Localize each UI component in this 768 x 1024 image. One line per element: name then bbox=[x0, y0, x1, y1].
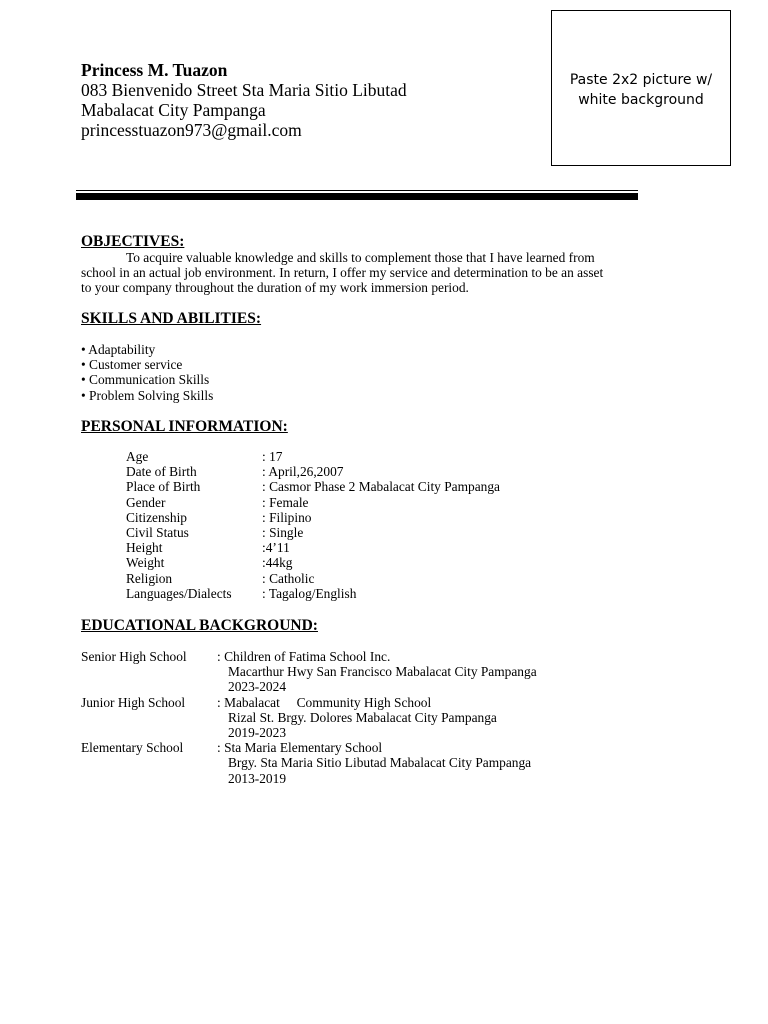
personal-info-value: : Filipino bbox=[262, 509, 312, 525]
personal-info-value: : Catholic bbox=[262, 570, 315, 586]
photo-placeholder-box bbox=[551, 10, 731, 166]
education-school: : Children of Fatima School Inc. bbox=[217, 649, 391, 664]
skills-list bbox=[81, 342, 213, 403]
personal-info-value: : Female bbox=[262, 494, 309, 510]
objectives-paragraph bbox=[81, 250, 681, 296]
education-years: 2019-2023 bbox=[228, 724, 287, 740]
skill-item: • Problem Solving Skills bbox=[81, 387, 214, 403]
personal-info-label: Weight bbox=[126, 555, 165, 571]
personal-info-label: Religion bbox=[126, 570, 173, 586]
personal-info-value: : April,26,2007 bbox=[262, 464, 344, 480]
address-line-2: Mabalacat City Pampanga bbox=[81, 100, 266, 120]
personal-info-label: Civil Status bbox=[126, 524, 189, 540]
personal-info-value: :4’11 bbox=[262, 540, 290, 556]
personal-info-label: Age bbox=[126, 449, 149, 464]
personal-info-label: Gender bbox=[126, 494, 166, 510]
education-school: : Mabalacat Community High School bbox=[217, 694, 432, 710]
personal-info-label: Date of Birth bbox=[126, 464, 197, 480]
personal-info-heading: PERSONAL INFORMATION: bbox=[81, 418, 288, 435]
education-years: 2013-2019 bbox=[228, 770, 287, 786]
education-years: 2023-2024 bbox=[228, 679, 287, 695]
education-level: Junior High School bbox=[81, 694, 186, 710]
objectives-line: school in an actual job environment. In return, I offer my service and determination to be an asset bbox=[81, 265, 604, 281]
header-divider-thick bbox=[76, 193, 638, 200]
personal-info-value: : Single bbox=[262, 524, 304, 540]
objectives-line: to your company throughout the duration of my work immersion period. bbox=[81, 280, 469, 296]
education-address: Rizal St. Brgy. Dolores Mabalacat City Pampanga bbox=[228, 709, 497, 725]
address-line-1: 083 Bienvenido Street Sta Maria Sitio Libutad bbox=[81, 80, 407, 100]
objectives-line: To acquire valuable knowledge and skills to complement those that I have learned from bbox=[126, 250, 595, 265]
education-level: Senior High School bbox=[81, 649, 187, 664]
personal-info-value: : 17 bbox=[262, 449, 283, 464]
skill-item: • Adaptability bbox=[81, 342, 156, 357]
education-address: Macarthur Hwy San Francisco Mabalacat City Pampanga bbox=[228, 664, 537, 680]
education-address: Brgy. Sta Maria Sitio Libutad Mabalacat City Pampanga bbox=[228, 755, 532, 771]
personal-info-label: Place of Birth bbox=[126, 479, 201, 495]
personal-info-label: Height bbox=[126, 540, 163, 556]
objectives-heading: OBJECTIVES: bbox=[81, 233, 185, 250]
email-address: princesstuazon973@gmail.com bbox=[81, 120, 302, 140]
header-divider-thin bbox=[76, 190, 638, 191]
skill-item: • Communication Skills bbox=[81, 372, 210, 388]
education-school: : Sta Maria Elementary School bbox=[217, 740, 383, 756]
personal-info-value: :44kg bbox=[262, 555, 293, 571]
personal-info-label: Languages/Dialects bbox=[126, 585, 232, 601]
skill-item: • Customer service bbox=[81, 357, 183, 373]
personal-info-label: Citizenship bbox=[126, 509, 187, 525]
education-level: Elementary School bbox=[81, 740, 184, 756]
photo-placeholder-text: Paste 2x2 picture w/ white background bbox=[569, 72, 713, 108]
personal-info-value: : Tagalog/English bbox=[262, 585, 357, 601]
skills-heading: SKILLS AND ABILITIES: bbox=[81, 310, 262, 327]
applicant-name: Princess M. Tuazon bbox=[81, 60, 228, 80]
education-heading: EDUCATIONAL BACKGROUND: bbox=[81, 617, 318, 634]
personal-info-value: : Casmor Phase 2 Mabalacat City Pampanga bbox=[262, 479, 501, 495]
